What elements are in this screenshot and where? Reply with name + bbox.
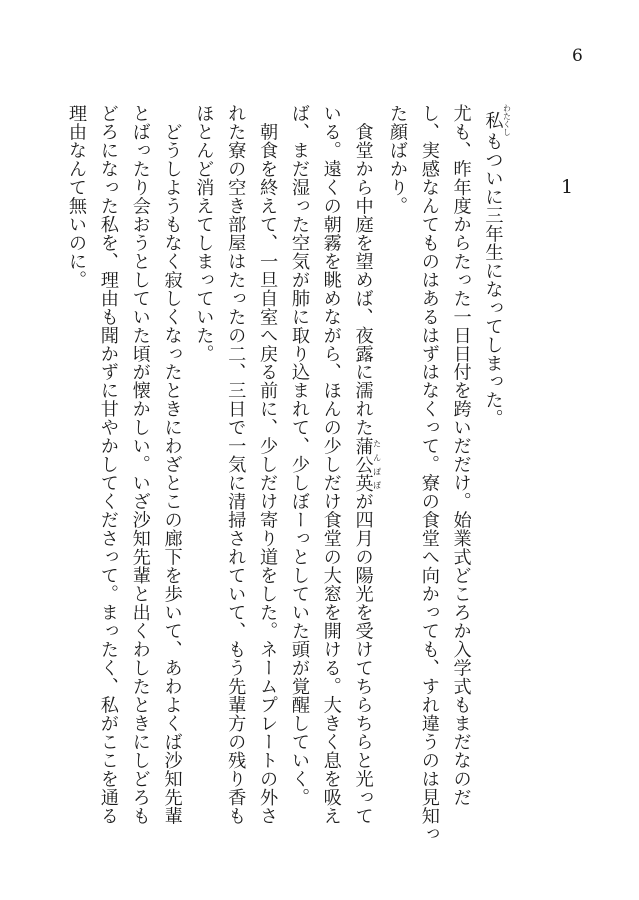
text-line-2: 尤も、昨年度からたった一日日付を跨いだだけ。始業式どころか入学式もまだなのだ	[450, 104, 472, 807]
vertical-text-body	[60, 104, 512, 844]
text-line-12: とばったり会おうとしていた頃が懐かしい。いざ沙知先輩と出くわしたときにしどろも	[129, 104, 151, 825]
text-line-5: 食堂から中庭を望めば、夜露に濡れた蒲公英 たんぽぽが四月の陽光を受けてちらちらと光って	[352, 104, 382, 825]
text-line-10: ほとんど消えてしまっていた。	[193, 104, 215, 363]
text-line-9: れた寮の空き部屋はたったの二、三日で一気に清掃されていて、もう先輩方の残り香も	[225, 104, 247, 825]
ruby-tanpopo: 蒲公英 たんぽぽ	[352, 436, 382, 493]
ruby-watakushi: 私 わたくし	[482, 104, 512, 136]
text-line-1: 私 わたくしもついに三年生になってしまった。	[482, 104, 512, 428]
text-line-6: いる。遠くの朝霧を眺めながら、ほんの少しだけ食堂の大窓を開ける。大きく息を吸え	[320, 104, 342, 825]
text-line-14: 理由なんて無いのに。	[66, 104, 88, 289]
page-number: 6	[572, 46, 583, 66]
text-line-3: し、実感なんてものはあるはずはなくって。寮の食堂へ向かっても、すれ違うのは見知っ	[418, 104, 440, 844]
text-line-7: ば、まだ湿った空気が肺に取り込まれて、少しぼーっとしていた頭が覚醒していく。	[288, 104, 310, 807]
text-line-4: た顔ばかり。	[386, 104, 408, 215]
text-line-8: 朝食を終えて、一旦自室へ戻る前に、少しだけ寄り道をした。ネームプレートの外さ	[257, 104, 279, 825]
text-line-13: どろになった私を、理由も聞かずに甘やかしてくださって。まったく、私がここを通る	[97, 104, 119, 825]
chapter-number: 1	[561, 176, 574, 198]
text-line-11: どうしようもなく寂しくなったときにわざとこの廊下を歩いて、あわよくば沙知先輩	[161, 104, 183, 825]
